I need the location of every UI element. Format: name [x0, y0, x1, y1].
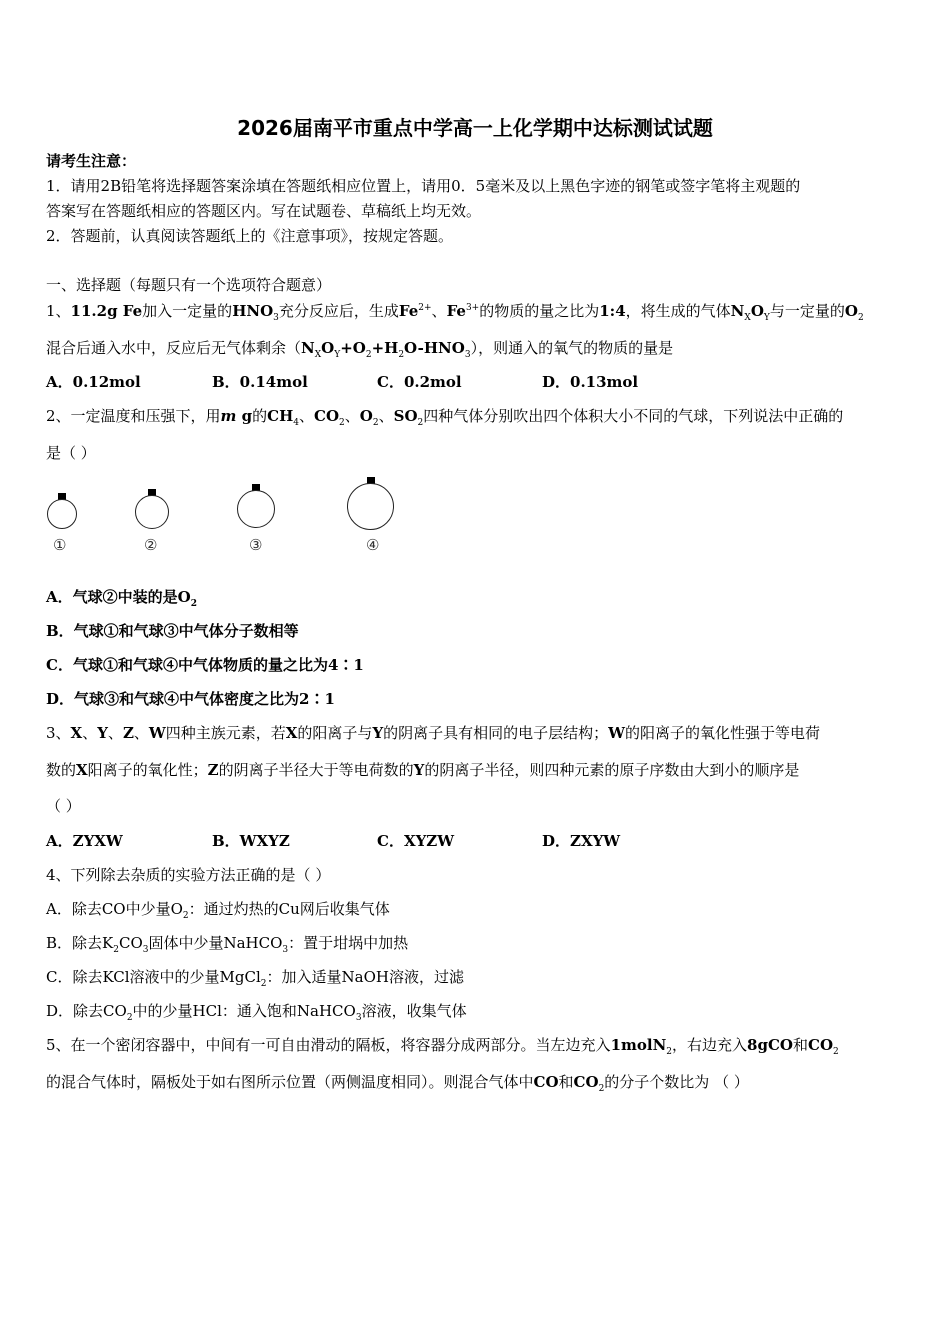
- text-segment: W: [148, 724, 166, 742]
- text-segment: 2: [833, 1047, 839, 1057]
- text-segment: ：加入适量NaOH溶液，过滤: [266, 968, 464, 986]
- text-segment: 、: [82, 724, 98, 742]
- balloon-1: [47, 499, 77, 529]
- text-segment: 2: [339, 418, 345, 428]
- text-segment: X: [744, 313, 751, 323]
- text-segment: 的混合气体时，隔板处于如右图所示位置（两侧温度相同）。则混合气体中: [46, 1073, 534, 1091]
- q3-option-a: A．ZYXW: [46, 832, 123, 850]
- text-segment: CO: [314, 407, 340, 425]
- text-segment: Fe: [398, 302, 419, 320]
- q4-option-c: [46, 967, 464, 987]
- text-segment: Y: [334, 350, 341, 360]
- text-segment: Y: [97, 724, 108, 742]
- text-segment: O: [321, 339, 335, 357]
- text-segment: 4: [293, 418, 300, 428]
- text-segment: Y: [763, 313, 770, 323]
- text-segment: O: [177, 588, 191, 606]
- text-segment: A．气球②中装的是: [46, 588, 178, 606]
- balloon-label: ④: [366, 536, 380, 554]
- text-segment: 3+: [465, 303, 480, 313]
- text-segment: ：置于坩埚中加热: [288, 934, 409, 952]
- text-segment: 的: [252, 407, 268, 425]
- text-segment: 的物质的量之比为: [479, 302, 600, 320]
- text-segment: 的阴离子半径，则四种元素的原子序数由大到小的顺序是: [424, 761, 800, 779]
- text-segment: 1、: [46, 302, 71, 320]
- text-segment: 11.2g Fe: [70, 302, 143, 320]
- text-segment: 混合后通入水中，反应后无气体剩余（: [46, 339, 302, 357]
- text-segment: HNO: [232, 302, 274, 320]
- balloon-2: [135, 495, 169, 529]
- text-segment: Fe: [446, 302, 466, 320]
- q3-text: [46, 723, 820, 743]
- text-segment: O-HNO: [404, 339, 465, 357]
- balloon-label: ②: [144, 536, 158, 554]
- q5-text: [46, 1072, 749, 1092]
- text-segment: 固体中少量NaHCO: [148, 934, 283, 952]
- text-segment: 中的少量HCl：通入饱和NaHCO: [132, 1002, 356, 1020]
- text-segment: +O: [340, 339, 366, 357]
- notice-line: 答案写在答题纸相应的答题区内。写在试题卷、草稿纸上均无效。: [46, 202, 482, 220]
- text-segment: 、: [431, 302, 447, 320]
- text-segment: 溶液，收集气体: [361, 1002, 467, 1020]
- text-segment: 8gCO: [747, 1036, 793, 1054]
- q3-option-d: D．ZXYW: [542, 832, 621, 850]
- text-segment: 的阳离子与: [297, 724, 373, 742]
- page-title: 2026届南平市重点中学高一上化学期中达标测试试题: [237, 116, 713, 140]
- section-heading: 一、选择题（每题只有一个选项符合题意）: [46, 276, 332, 294]
- text-segment: 2: [113, 945, 119, 955]
- q2-option-b: [46, 621, 299, 641]
- q3-text: [46, 796, 81, 816]
- q1-text: [46, 338, 673, 358]
- text-segment: C．除去KCl溶液中的少量MgCl: [46, 968, 261, 986]
- text-segment: Z: [122, 724, 134, 742]
- text-segment: 2: [398, 350, 405, 360]
- text-segment: 2: [417, 418, 424, 428]
- text-segment: 是（ ）: [46, 444, 96, 462]
- text-segment: 2: [372, 418, 379, 428]
- text-segment: 四种主族元素，若: [165, 724, 286, 742]
- text-segment: 数的: [46, 761, 77, 779]
- text-segment: N: [301, 339, 315, 357]
- text-segment: CH: [267, 407, 294, 425]
- text-segment: ：通过灼热的Cu网后收集气体: [188, 900, 390, 918]
- balloon-4: [347, 483, 394, 530]
- text-segment: ），则通入的氧气的物质的量是: [470, 339, 674, 357]
- text-segment: ，右边充入: [672, 1036, 748, 1054]
- text-segment: X: [285, 724, 298, 742]
- text-segment: 、: [133, 724, 149, 742]
- q2-option-c: [46, 655, 364, 675]
- text-segment: 2+: [418, 303, 432, 313]
- text-segment: 4、下列除去杂质的实验方法正确的是（ ）: [46, 866, 331, 884]
- text-segment: CO: [118, 934, 143, 952]
- text-segment: 、: [107, 724, 123, 742]
- text-segment: B．除去K: [46, 934, 114, 952]
- text-segment: 3: [142, 945, 149, 955]
- text-segment: 的分子个数比为 （ ）: [604, 1073, 749, 1091]
- q1-option-a: A．0.12mol: [46, 373, 141, 391]
- text-segment: 和: [792, 1036, 808, 1054]
- text-segment: X: [76, 761, 88, 779]
- text-segment: O: [750, 302, 764, 320]
- text-segment: 2: [666, 1047, 673, 1057]
- text-segment: m: [220, 407, 237, 425]
- text-segment: 的阴离子具有相同的电子层结构；: [383, 724, 609, 742]
- text-segment: Y: [413, 761, 425, 779]
- text-segment: 四种气体分别吹出四个体积大小不同的气球，下列说法中正确的: [423, 407, 844, 425]
- notice-line: 2．答题前，认真阅读答题纸上的《注意事项》，按规定答题。: [46, 227, 454, 245]
- q2-option-a: [46, 587, 197, 607]
- text-segment: 阳离子的氧化性；: [87, 761, 208, 779]
- text-segment: Y: [372, 724, 384, 742]
- q3-option-b: B．WXYZ: [212, 832, 290, 850]
- text-segment: 的阳离子的氧化性强于等电荷: [625, 724, 821, 742]
- text-segment: 3: [464, 350, 471, 360]
- q1-text: [46, 301, 864, 321]
- text-segment: N: [730, 302, 745, 320]
- text-segment: 3: [355, 1013, 362, 1023]
- text-segment: W: [608, 724, 626, 742]
- text-segment: A．除去CO中少量O: [46, 900, 183, 918]
- text-segment: CO: [573, 1073, 599, 1091]
- text-segment: 2: [857, 313, 864, 323]
- text-segment: 2: [182, 911, 189, 921]
- text-segment: 4∶1: [327, 656, 364, 674]
- notice-line: 1．请用2B铅笔将选择题答案涂填在答题纸相应位置上，请用0．5毫米及以上黑色字迹的钢笔或签字笔将主观题的: [46, 177, 801, 195]
- q2-option-d: [46, 689, 335, 709]
- text-segment: X: [70, 724, 83, 742]
- text-segment: 5、在一个密闭容器中，中间有一可自由滑动的隔板，将容器分成两部分。当左边充入: [46, 1036, 611, 1054]
- q4-option-a: [46, 899, 390, 919]
- q3-option-c: C．XYZW: [377, 832, 455, 850]
- text-segment: B．气球①和气球③中气体分子数相等: [46, 622, 299, 640]
- text-segment: 2: [598, 1084, 605, 1094]
- text-segment: O: [359, 407, 373, 425]
- balloon-3: [237, 490, 275, 528]
- text-segment: 与一定量的: [769, 302, 845, 320]
- q4-text: [46, 865, 330, 885]
- q4-option-b: [46, 933, 408, 953]
- q3-text: [46, 760, 799, 780]
- text-segment: 、: [299, 407, 315, 425]
- q2-text: [46, 406, 843, 426]
- text-segment: g: [236, 407, 253, 425]
- text-segment: CO: [808, 1036, 834, 1054]
- text-segment: 1molN: [610, 1036, 667, 1054]
- text-segment: 3: [273, 313, 279, 323]
- text-segment: +H: [371, 339, 399, 357]
- text-segment: 3、: [46, 724, 71, 742]
- text-segment: 充分反应后，生成: [278, 302, 399, 320]
- q2-text: [46, 443, 96, 463]
- text-segment: Z: [207, 761, 219, 779]
- q1-option-b: B．0.14mol: [212, 373, 308, 391]
- text-segment: 2: [260, 979, 267, 989]
- text-segment: 2∶1: [299, 690, 335, 708]
- text-segment: X: [314, 350, 322, 360]
- text-segment: C．气球①和气球④中气体物质的量之比为: [46, 656, 328, 674]
- q5-text: [46, 1035, 839, 1055]
- text-segment: 加入一定量的: [142, 302, 233, 320]
- text-segment: SO: [393, 407, 418, 425]
- text-segment: D．除去CO: [46, 1002, 127, 1020]
- notice-heading: 请考生注意：: [46, 152, 137, 170]
- text-segment: 2: [190, 599, 197, 609]
- text-segment: D．气球③和气球④中气体密度之比为: [46, 690, 300, 708]
- text-segment: 2: [365, 350, 372, 360]
- q4-option-d: [46, 1001, 467, 1021]
- text-segment: CO: [533, 1073, 559, 1091]
- text-segment: 、: [378, 407, 394, 425]
- text-segment: O: [844, 302, 858, 320]
- text-segment: 3: [282, 945, 289, 955]
- text-segment: 2、一定温度和压强下，用: [46, 407, 221, 425]
- text-segment: ，将生成的气体: [625, 302, 731, 320]
- text-segment: 、: [344, 407, 360, 425]
- q1-option-c: C．0.2mol: [377, 373, 462, 391]
- balloon-label: ①: [53, 536, 67, 554]
- text-segment: 的阴离子半径大于等电荷数的: [218, 761, 414, 779]
- text-segment: 1:4: [599, 302, 626, 320]
- text-segment: （ ）: [46, 797, 81, 815]
- balloon-label: ③: [249, 536, 263, 554]
- q1-option-d: D．0.13mol: [542, 373, 639, 391]
- text-segment: 2: [126, 1013, 133, 1023]
- text-segment: 和: [558, 1073, 574, 1091]
